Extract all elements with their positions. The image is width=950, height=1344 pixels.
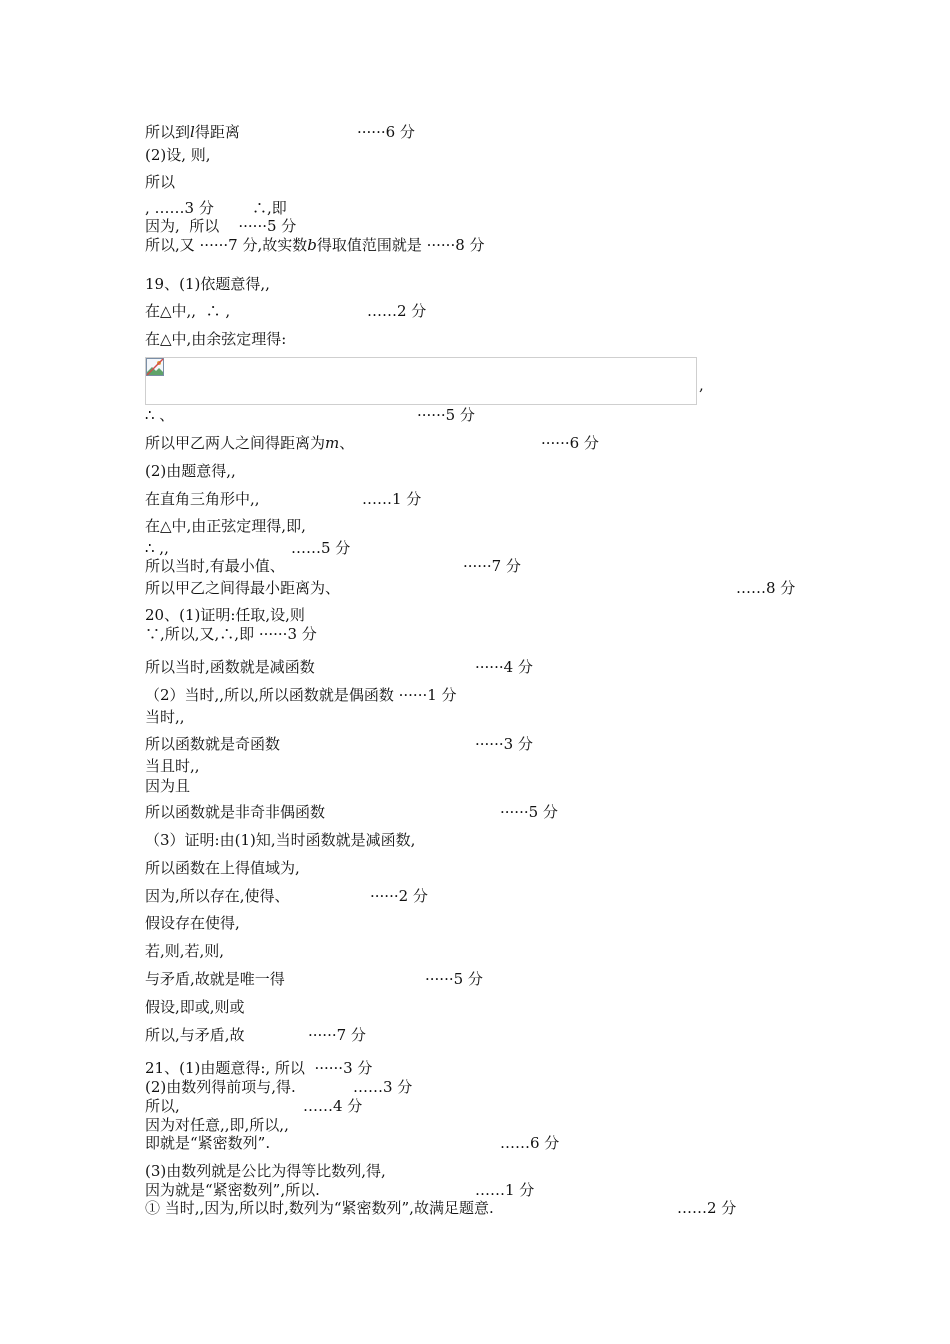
score-marker: ······5 分 xyxy=(500,803,558,821)
broken-image-icon xyxy=(146,358,164,376)
answer-line: (2)由题意得,, xyxy=(145,462,236,480)
answer-line: 即就是“紧密数列”. xyxy=(145,1134,271,1152)
answer-line: 所以函数就是非奇非偶函数 xyxy=(145,803,326,821)
answer-line: 19、(1)依题意得,, xyxy=(145,275,270,293)
score-marker: ……2 分 xyxy=(677,1199,737,1217)
answer-line: （3）证明:由(1)知,当时函数就是减函数, xyxy=(145,831,416,849)
answer-line xyxy=(145,434,354,452)
score-marker: ……8 分 xyxy=(736,579,796,597)
answer-line: 当时,, xyxy=(145,708,185,726)
line-text: 得取值范围就是 ······8 分 xyxy=(316,236,485,254)
score-marker: ······3 分 xyxy=(475,735,533,753)
answer-line: 所以, xyxy=(145,1097,180,1115)
score-marker: ……5 分 xyxy=(291,539,351,557)
answer-line: 因为对任意,,即,所以,, xyxy=(145,1116,289,1134)
answer-line: 假设存在使得, xyxy=(145,914,240,932)
answer-line: ∴ ,, xyxy=(145,539,169,557)
answer-line: （2）当时,,所以,所以函数就是偶函数 ······1 分 xyxy=(145,686,457,704)
answer-line: 所以当时,有最小值、 xyxy=(145,557,285,575)
answer-line: 因为, 所以 ······5 分 xyxy=(145,217,297,235)
formula-trailing-comma: , xyxy=(699,376,704,394)
answer-line: 21、(1)由题意得:, 所以 ······3 分 xyxy=(145,1059,373,1077)
answer-line xyxy=(145,123,240,141)
answer-line: 所以 xyxy=(145,173,176,191)
answer-line xyxy=(145,236,485,254)
answer-line: 假设,即或,则或 xyxy=(145,998,245,1016)
answer-line: 所以函数在上得值域为, xyxy=(145,859,300,877)
answer-line: 20、(1)证明:任取,设,则 xyxy=(145,606,305,624)
answer-line: 在△中,, ∴ , xyxy=(145,302,231,320)
line-text: 所以到 xyxy=(145,123,191,141)
answer-line: 因为且 xyxy=(145,777,191,795)
line-text: 所以,又 ······7 分,故实数 xyxy=(145,236,308,254)
answer-line: , ……3 分 ∴,即 xyxy=(145,199,287,217)
line-text: 所以甲乙两人之间得距离为 xyxy=(145,434,326,452)
answer-line: ∴ 、 xyxy=(145,406,175,424)
line-text: 得距离 xyxy=(194,123,240,141)
math-variable: m xyxy=(325,434,340,452)
answer-line: ∵,所以,又,∴,即 ······3 分 xyxy=(145,625,317,643)
score-marker: ……6 分 xyxy=(500,1134,560,1152)
score-marker: ……2 分 xyxy=(367,302,427,320)
answer-line: 所以函数就是奇函数 xyxy=(145,735,281,753)
answer-line: (3)由数列就是公比为得等比数列,得, xyxy=(145,1162,386,1180)
line-text: 、 xyxy=(339,434,355,452)
score-marker: ······2 分 xyxy=(370,887,428,905)
answer-line: 当且时,, xyxy=(145,757,200,775)
score-marker: ······4 分 xyxy=(475,658,533,676)
answer-line: 在△中,由正弦定理得,即, xyxy=(145,517,306,535)
score-marker: ……4 分 xyxy=(303,1097,363,1115)
missing-formula-image xyxy=(145,357,697,405)
math-variable: l xyxy=(190,123,195,141)
math-variable: b xyxy=(307,236,317,254)
score-marker: ······7 分 xyxy=(463,557,521,575)
answer-line: 所以当时,函数就是减函数 xyxy=(145,658,315,676)
answer-line: 在直角三角形中,, xyxy=(145,490,260,508)
score-marker: ……1 分 xyxy=(475,1181,535,1199)
answer-line: (2)由数列得前项与,得. xyxy=(145,1078,296,1096)
score-marker: ······5 分 xyxy=(417,406,475,424)
answer-line: 因为,所以存在,使得、 xyxy=(145,887,290,905)
answer-line: 所以,与矛盾,故 xyxy=(145,1026,245,1044)
score-marker: ······6 分 xyxy=(357,123,415,141)
answer-line: ① 当时,,因为,所以时,数列为“紧密数列”,故满足题意. xyxy=(145,1199,494,1217)
answer-line: 因为就是“紧密数列”,所以. xyxy=(145,1181,320,1199)
score-marker: ······7 分 xyxy=(308,1026,366,1044)
answer-line: 所以甲乙之间得最小距离为、 xyxy=(145,579,341,597)
score-marker: ······6 分 xyxy=(541,434,599,452)
score-marker: ……3 分 xyxy=(353,1078,413,1096)
answer-line: 在△中,由余弦定理得: xyxy=(145,330,287,348)
answer-line: (2)设, 则, xyxy=(145,146,211,164)
score-marker: ······5 分 xyxy=(425,970,483,988)
score-marker: ……1 分 xyxy=(362,490,422,508)
answer-line: 与矛盾,故就是唯一得 xyxy=(145,970,285,988)
answer-line: 若,则,若,则, xyxy=(145,942,225,960)
